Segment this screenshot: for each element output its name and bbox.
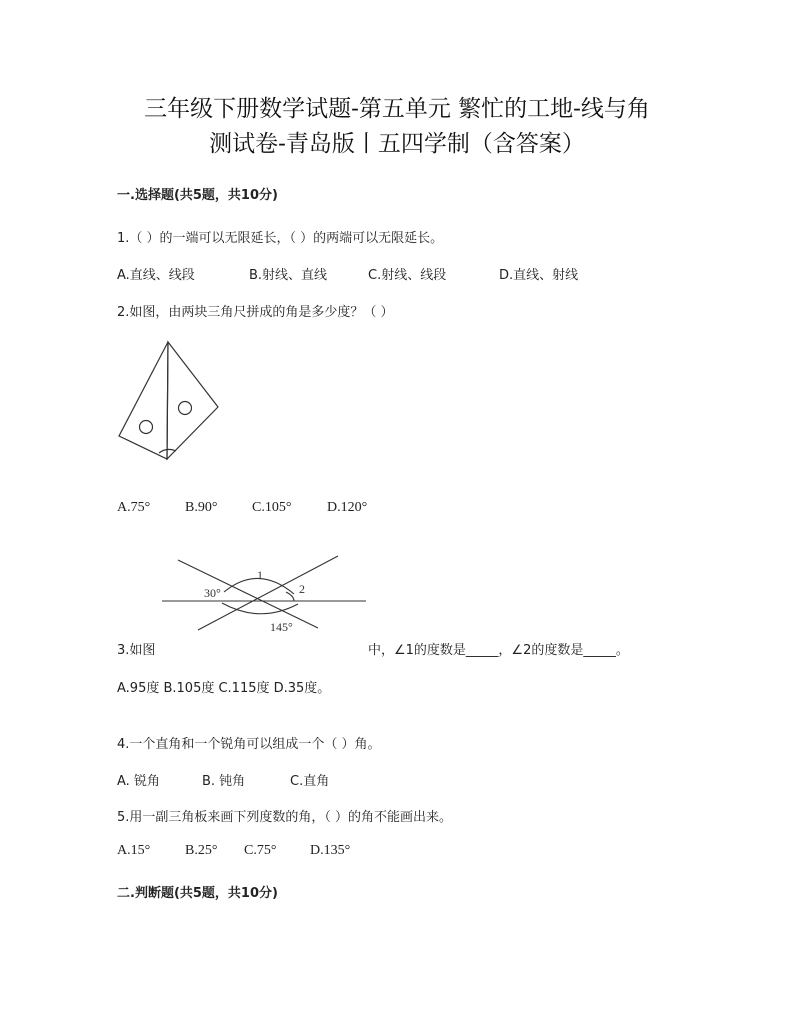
- question-2: 2.如图，由两块三角尺拼成的角是多少度？（ ）: [117, 305, 394, 320]
- intersecting-lines-figure: [158, 552, 370, 636]
- q1-option-b: B.射线、直线: [249, 268, 328, 283]
- q5-option-c: C.75°: [244, 843, 277, 858]
- q2-option-c: C.105°: [252, 500, 292, 515]
- q3-options: A.95度 B.105度 C.115度 D.35度。: [117, 681, 331, 696]
- q5-option-d: D.135°: [310, 843, 351, 858]
- triangle-rulers-figure: [110, 335, 230, 465]
- section-heading-choice: 一.选择题(共5题，共10分): [117, 188, 278, 203]
- q2-option-b: B.90°: [185, 500, 218, 515]
- doc-title-line2: 测试卷-青岛版丨五四学制（含答案）: [209, 131, 585, 157]
- doc-title-line1: 三年级下册数学试题-第五单元 繁忙的工地-线与角: [144, 96, 650, 122]
- question-5: 5.用一副三角板来画下列度数的角，（ ）的角不能画出来。: [117, 810, 453, 825]
- question-4: 4.一个直角和一个锐角可以组成一个（ ）角。: [117, 737, 381, 752]
- q4-option-c: C.直角: [290, 774, 330, 789]
- q2-option-d: D.120°: [327, 500, 368, 515]
- angle-145-label: 145°: [270, 620, 293, 634]
- question-1: 1.（ ）的一端可以无限延长，（ ）的两端可以无限延长。: [117, 231, 444, 246]
- q2-option-a: A.75°: [117, 500, 151, 515]
- angle-1-label: 1: [257, 568, 263, 582]
- question-3-suffix: 中，∠1的度数是_____，∠2的度数是_____。: [368, 643, 629, 658]
- q1-option-c: C.射线、线段: [368, 268, 447, 283]
- q5-option-a: A.15°: [117, 843, 151, 858]
- q4-option-a: A. 锐角: [117, 774, 160, 789]
- question-3-prefix: 3.如图: [117, 643, 156, 658]
- section-heading-judgment: 二.判断题(共5题，共10分): [117, 886, 278, 901]
- angle-2-label: 2: [299, 582, 305, 596]
- q5-option-b: B.25°: [185, 843, 218, 858]
- q1-option-d: D.直线、射线: [499, 268, 579, 283]
- q4-option-b: B. 钝角: [202, 774, 246, 789]
- angle-30-label: 30°: [204, 586, 221, 600]
- q1-option-a: A.直线、线段: [117, 268, 195, 283]
